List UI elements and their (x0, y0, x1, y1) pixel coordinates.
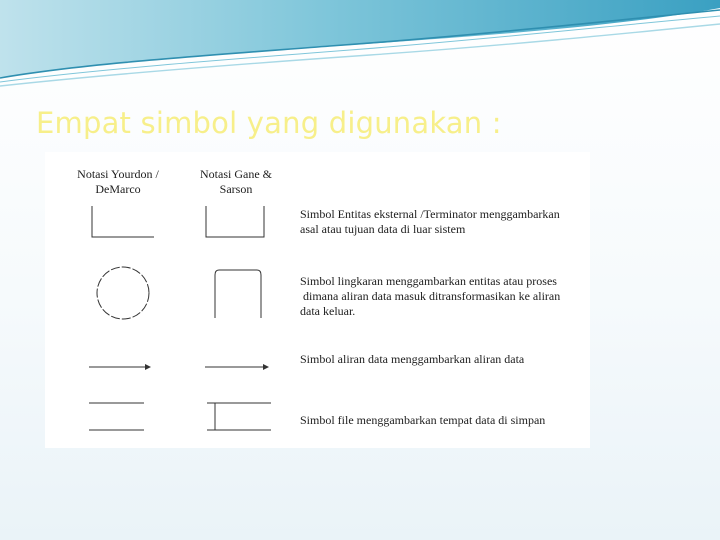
dfd-symbols-figure (45, 152, 590, 448)
description-line: data keluar. (300, 304, 356, 318)
process-rounded-rectangle-symbol (211, 266, 265, 322)
description-line: asal atau tujuan data di luar sistem (300, 222, 466, 236)
column-header-line: DeMarco (95, 182, 141, 196)
column-header-yourdon (63, 167, 173, 197)
header-swoosh-decoration (0, 0, 720, 90)
column-header-gane-sarson (185, 167, 287, 197)
external-entity-gane-symbol (203, 204, 269, 240)
column-header-line: Notasi Yourdon / (77, 167, 159, 181)
data-flow-description (300, 352, 590, 367)
data-store-parallel-lines-symbol (87, 398, 147, 434)
process-description (300, 274, 590, 319)
description-line: dimana aliran data masuk ditransformasikan ke aliran (303, 289, 561, 303)
column-header-line: Notasi Gane & (200, 167, 272, 181)
data-store-open-rectangle-symbol (203, 398, 273, 434)
description-line: Simbol aliran data menggambarkan aliran data (300, 352, 525, 366)
external-entity-description (300, 207, 590, 237)
data-flow-arrow-yourdon (87, 360, 153, 374)
process-circle-symbol (93, 264, 153, 322)
slide-title: Empat simbol yang digunakan : (36, 106, 502, 140)
data-store-description (300, 413, 590, 428)
external-entity-yourdon-symbol (89, 204, 159, 240)
column-header-line: Sarson (219, 182, 253, 196)
description-line: Simbol file menggambarkan tempat data di simpan (300, 413, 546, 427)
description-line: Simbol lingkaran menggambarkan entitas atau proses (300, 274, 557, 288)
data-flow-arrow-gane (203, 360, 271, 374)
description-line: Simbol Entitas eksternal /Terminator menggambarkan (300, 207, 560, 221)
